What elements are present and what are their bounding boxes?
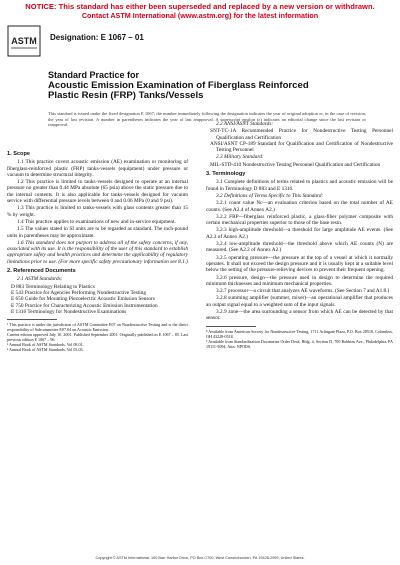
intro-note: This standard is issued under the fixed designation E 1067; the number immediately following the designation indicates the year of original adoption or, in the case of revision, the year of last revision. A number in parentheses indicates the year of last reapproval. A superscript epsilon (ε) indicates an editorial change since the last revision or reapproval. <box>48 111 366 128</box>
ref-item: D 883 Terminology Relating to Plastics <box>11 283 95 290</box>
footnote: ³ Annual Book of ASTM Standards, Vol 03.03. <box>7 347 84 353</box>
terminology-heading: 3. Terminology <box>206 171 246 178</box>
ref-item: MIL-STD-410 Nondestructive Testing Personnel Qualification and Certification <box>210 161 381 168</box>
definition: 3.2.6 pressure, design—the pressure used in design to determine the required minimum thicknesses and minimum mechanical properties. <box>206 274 393 287</box>
title-line-3: Plastic Resin (FRP) Tanks/Vessels <box>48 90 204 101</box>
para-1-6: 1.6 This standard does not purport to address all of the safety concerns, if any, associated with its use. It is the responsibility of the user of this standard to establish appropriate safety and health practices and determine the applicability of regulatory limitations prior to use. (For more specific safety precautionary information see 8.1.) <box>7 239 188 265</box>
footnote: ⁴ Available from American Society for Nondestructive Testing, 1711 Arlingate Plaza, P.O. Box 28518, Columbus, OH 43228-0518. <box>206 328 393 339</box>
para-1-1: 1.1 This practice covers acoustic emission (AE) examination or monitoring of fiberglass-reinforced plastic (FRP) tanks-vessels (equipment) under pressure or vacuum to determine structural integrity. <box>7 159 188 178</box>
ref-item: SNT-TC-1A Recommended Practice for Nondestructive Testing Personnel Qualification and Certification <box>210 128 393 141</box>
scope-heading: 1. Scope <box>7 151 31 157</box>
definition: 3.2.4 low-amplitude threshold—the threshold above which AE counts (N) are measured. (See A2.2 of Annex A2.) <box>206 241 393 254</box>
footnote: ² Annual Book of ASTM Standards, Vol 08.01. <box>7 342 84 348</box>
copyright-line: Copyright © ASTM International, 100 Barr Harbor Drive, PO Box C700, West Conshohocken, PA 19428-2959, United States. <box>95 556 305 560</box>
para-3-2: 3.2 Definitions of Terms Specific to This Standard: <box>216 192 324 199</box>
ref-item: E 750 Practice for Characterizing Acoustic Emission Instrumentation <box>11 302 158 309</box>
footnote-divider <box>7 319 57 320</box>
footnote: Current edition approved July 10, 2001. Published September 2001. Originally published as E 1067 – 85. Last previous edition E 1067 – 96. <box>7 332 188 343</box>
astm-logo-icon <box>7 25 41 57</box>
definition: 3.2.8 summing amplifier (summer, mixer)—an operational amplifier that produces an output signal equal to a weighted sum of the input signals. <box>206 295 393 308</box>
footnote: ¹ This practice is under the jurisdiction of ASTM Committee E07 on Nondestructive Testing and is the direct responsibility of Subcommittee E07.04 on Acoustic Emission. <box>7 322 188 333</box>
definition: 3.2.1 count value Nc—an evaluation criterion based on the total number of AE counts. (See A2.4 of Annex A2.) <box>206 200 393 213</box>
notice-banner <box>0 0 400 20</box>
referenced-docs-heading: 2. Referenced Documents <box>7 268 76 275</box>
svg-text:ASTM: ASTM <box>11 36 37 46</box>
right-column <box>206 120 393 349</box>
notice-line-2: Contact ASTM International (www.astm.org) for the latest information <box>81 11 319 20</box>
designation: Designation: E 1067 – 01 <box>50 33 144 42</box>
ref-item: E 1316 Terminology for Nondestructive Examinations <box>11 308 127 315</box>
para-1-5: 1.5 The values stated in SI units are to be regarded as standard. The inch-pound units in parentheses may be approximate. <box>7 226 188 239</box>
ref-item: ANSI/ASNT CP-189 Standard for Qualification and Certification of Nondestructive Testing Personnel <box>210 140 393 154</box>
para-1-4: 1.4 This practice applies to examinations of new and in-service equipment. <box>17 218 176 225</box>
definition: 3.2.3 high-amplitude threshold—a threshold for large amplitude AE events. (See A2.3 of Annex A2.) <box>206 227 393 240</box>
footnote-divider <box>206 326 256 327</box>
definition: 3.2.5 operating pressure—the pressure at the top of a vessel at which it normally operates. It shall not exceed the design pressure and it is usually kept at a suitable level below the setting of the pressure-relieving devices to prevent their frequent opening. <box>206 254 393 274</box>
ref-item: E 543 Practice for Agencies Performing Nondestructive Testing <box>11 289 147 296</box>
astm-standards-heading: 2.1 ASTM Standards: <box>17 276 63 283</box>
ref-item: E 650 Guide for Mounting Piezoelectric Acoustic Emission Sensors <box>11 296 155 303</box>
notice-line-1: NOTICE: This standard has either been superseded and replaced by a new version or withdrawn. <box>25 2 375 11</box>
document-header <box>48 70 348 102</box>
asnt-heading: 2.2 ANSI/ASNT Standards: <box>216 121 274 127</box>
definition: 3.2.7 processor—a circuit that analyzes AE waveforms. (See Section 7 and A1.8.) <box>216 288 390 295</box>
title-line-2: Acoustic Emission Examination of Fiberglass Reinforced <box>48 79 309 91</box>
definition: 3.2.2 FRP—fiberglass reinforced plastic, a glass-fiber polymer composite with certain mechanical properties superior to those of the base resin. <box>206 213 393 227</box>
footnote: ⁵ Available from Standardization Documents Order Desk, Bldg. 4, Section D, 700 Robbins Ave., Philadelphia, PA 19111-5094, Attn: NPODS. <box>206 338 393 349</box>
definition: 3.2.9 zone—the area surrounding a sensor from which AE can be detected by that sensor. <box>206 309 393 322</box>
military-heading: 2.3 Military Standard: <box>216 154 264 161</box>
title-line-1: Standard Practice for <box>48 70 140 80</box>
left-column <box>7 148 188 352</box>
para-3-1: 3.1 Complete definitions of terms related to plastics and acoustic emission will be found in Terminology D 883 and E 1316. <box>206 179 393 192</box>
para-1-3: 1.3 This practice is limited to tanks-vessels with glass contents greater than 15 % by weight. <box>7 205 188 218</box>
para-1-2: 1.2 This practice is limited to tanks-vessels designed to operate at an internal pressure no greater than 0.44 MPa absolute (65 psia) above the static pressure due to the internal contents. It is also applicable for tanks-vessels designed for vacuum service with differential pressure levels between 0 and 0.06 MPa (0 and 9 psi). <box>7 179 188 205</box>
